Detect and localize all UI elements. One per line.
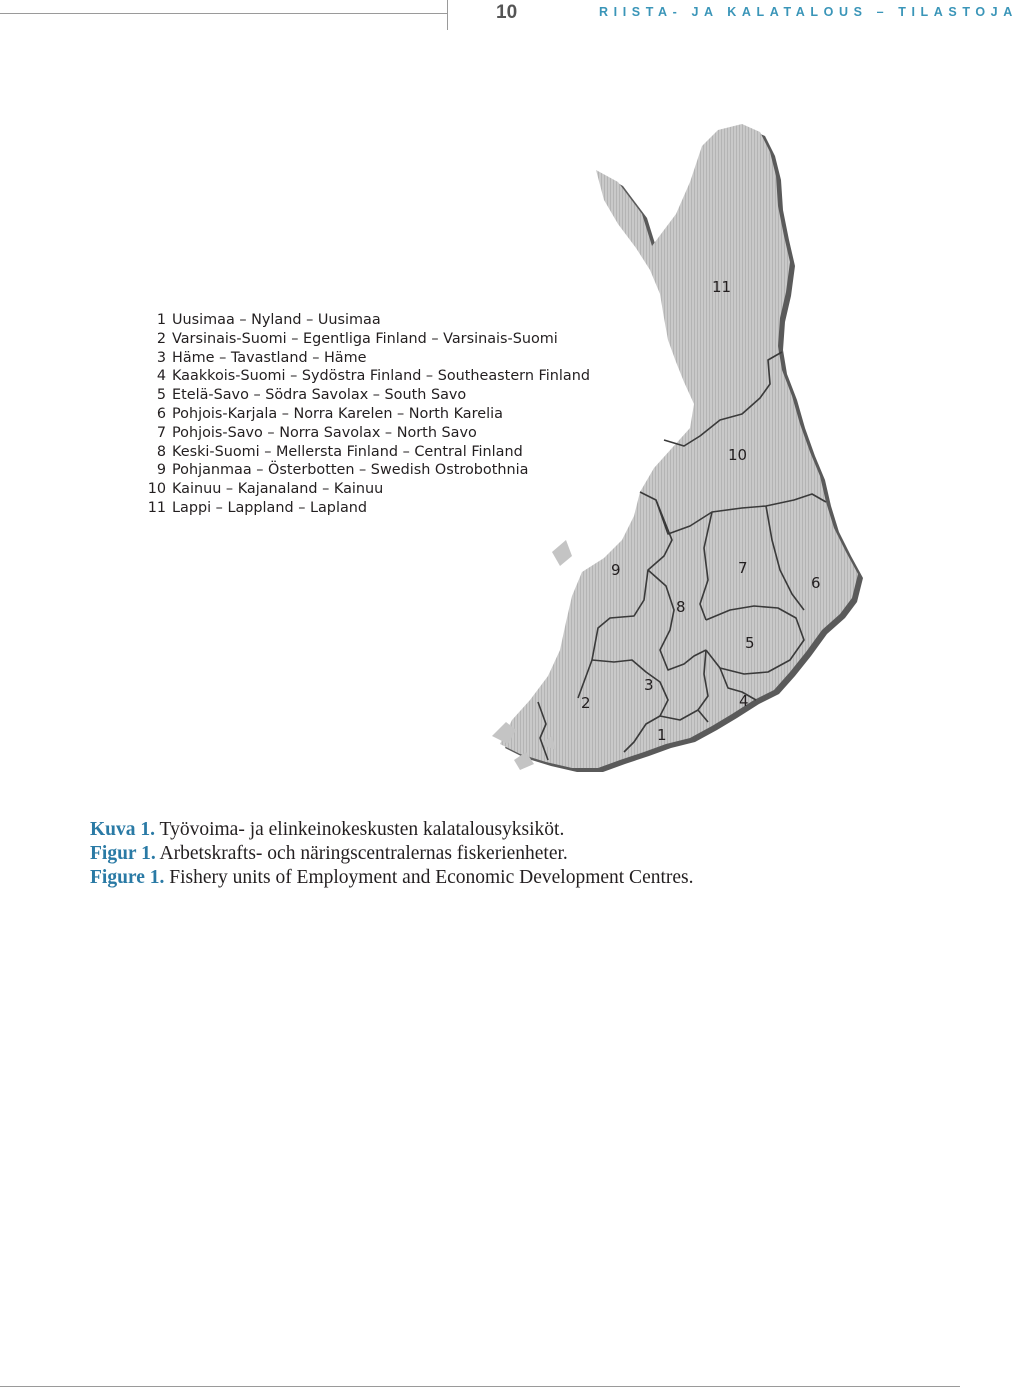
legend-item: 3 Häme – Tavastland – Häme [156, 349, 367, 366]
page-number: 10 [496, 2, 518, 23]
legend-item: 5 Etelä-Savo – Södra Savolax – South Savo [156, 387, 467, 404]
caption-line-fi: Kuva 1. Työvoima- ja elinkeinokeskusten kalatalousyksiköt. [90, 819, 565, 840]
footer-rule [0, 1386, 960, 1387]
legend-item: 8 Keski-Suomi – Mellersta Finland – Central Finland [156, 443, 523, 460]
region-label-7: 7 [738, 559, 748, 577]
region-label-6: 6 [811, 574, 821, 592]
region-label-3: 3 [644, 676, 654, 694]
region-label-8: 8 [676, 598, 686, 616]
caption-line-sv: Figur 1. Arbetskrafts- och näringscentralernas fiskerienheter. [90, 843, 568, 864]
legend-item: 9 Pohjanmaa – Österbotten – Swedish Ostrobothnia [156, 462, 529, 479]
legend-item: 1 Uusimaa – Nyland – Uusimaa [156, 312, 381, 328]
region-legend [140, 311, 590, 518]
legend-item: 10 Kainuu – Kajanaland – Kainuu [147, 481, 384, 498]
region-label-11: 11 [712, 278, 732, 296]
legend-item: 2 Varsinais-Suomi – Egentliga Finland – Varsinais-Suomi [156, 330, 558, 347]
region-label-9: 9 [611, 561, 621, 579]
legend-item: 7 Pohjois-Savo – Norra Savolax – North Savo [156, 424, 477, 441]
region-label-2: 2 [581, 694, 591, 712]
region-label-5: 5 [745, 634, 755, 652]
region-label-4: 4 [739, 692, 749, 710]
legend-item: 6 Pohjois-Karjala – Norra Karelen – North Karelia [156, 405, 503, 422]
caption-line-en: Figure 1. Fishery units of Employment and Economic Development Centres. [90, 867, 694, 888]
figure-caption [90, 818, 694, 890]
region-label-1: 1 [657, 726, 667, 744]
region-label-10: 10 [728, 446, 748, 464]
running-title: RIISTA- JA KALATALOUS – TILASTOJA [599, 5, 1018, 19]
legend-item: 11 Lappi – Lappland – Lapland [147, 499, 368, 516]
legend-item: 4 Kaakkois-Suomi – Sydöstra Finland – Southeastern Finland [156, 368, 590, 385]
